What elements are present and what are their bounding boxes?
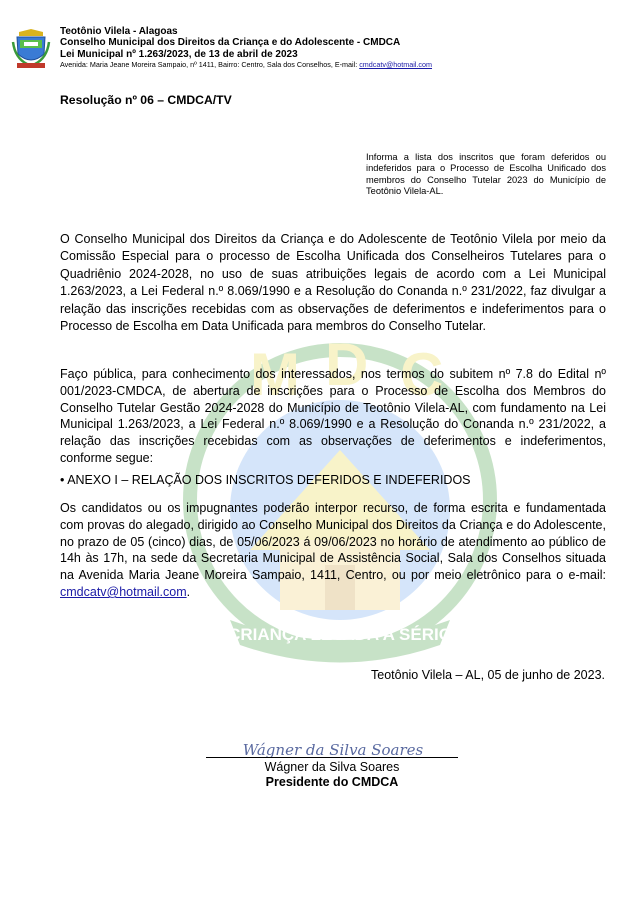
- annex-bullet: •: [60, 473, 65, 487]
- paragraph-1: O Conselho Municipal dos Direitos da Criança e do Adolescente de Teotônio Vilela por meio da Comissão Especial para o processo de Escolha Unificada dos Conselheiros Tutelares para o Quadriênio 2024-2028, no uso de suas atribuições legais de acordo com a Lei Municipal 1.263/2023, a Lei Federal n.º 8.069/1990 e a Resolução do Conanda n.º 231/2022, faz divulgar a relação das inscrições recebidas com as observações de deferimentos e indeferimentos para o Processo de Escolha em Data Unificada para membros do Conselho Tutelar.: [60, 232, 606, 334]
- paragraph-3: [60, 500, 606, 601]
- signatory-role: Presidente do CMDCA: [265, 775, 399, 789]
- annex-item: [60, 473, 471, 487]
- letterhead-city: Teotônio Vilela - Alagoas: [60, 26, 178, 37]
- handwritten-signature: [238, 735, 428, 763]
- signature-line: [206, 757, 458, 758]
- place-date: Teotônio Vilela – AL, 05 de junho de 2023.: [371, 668, 605, 682]
- paragraph-3-email-link[interactable]: cmdcatv@hotmail.com: [60, 584, 187, 599]
- signature-script: Wágner da Silva Soares: [242, 741, 424, 759]
- letterhead-address-text: Avenida: Maria Jeane Moreira Sampaio, nº 1411, Bairro: Centro, Sala dos Conselhos, E-mail:: [60, 59, 360, 69]
- municipal-crest-icon: [11, 28, 51, 70]
- resolution-summary: Informa a lista dos inscritos que foram deferidos ou indeferidos para o Processo de Escolha Unificado dos membros do Conselho Tutelar 2023 do Município de Teotônio Vilela-AL.: [366, 152, 606, 196]
- letterhead-address: [60, 60, 620, 70]
- letterhead-law: Lei Municipal nº 1.263/2023, de 13 de abril de 2023: [60, 48, 298, 60]
- paragraph-3-end: .: [186, 584, 191, 599]
- letterhead-email-link[interactable]: cmdcatv@hotmail.com: [359, 59, 433, 69]
- resolution-title: Resolução nº 06 – CMDCA/TV: [60, 93, 232, 107]
- paragraph-2: Faço pública, para conhecimento dos interessados, nos termos do subitem nº 7.8 do Edital nº 001/2023-CMDCA, de abertura de inscrições para o Processo de Escolha dos Membros do Conselho Tutelar Gestão 2024-2028 do Município de Teotônio Vilela-AL, com fundamento na Lei Municipal 1.263/2023, a Lei Federal n.º 8.069/1990 e a Resolução do Conanda n.º 231/2022, a relação das inscrições recebidas com as observações de deferimentos e indeferimentos, conforme segue:: [60, 367, 606, 465]
- annex-label: ANEXO I – RELAÇÃO DOS INSCRITOS DEFERIDOS E INDEFERIDOS: [67, 473, 471, 487]
- watermark-letter-m: M: [250, 341, 300, 408]
- watermark-letter-c: C: [400, 341, 444, 408]
- watermark-banner: CRIANÇA LEVADA A SÉRIO: [228, 625, 452, 644]
- paragraph-3-text: Os candidatos ou os impugnantes poderão interpor recurso, de forma escrita e fundamentada com provas do alegado, dirigido ao Conselho Municipal dos Direitos da Criança e do Adolescente, no prazo de 05 (cinco) dias, de 05/06/2023 á 09/06/2023 no horário de atendimento ao público de 14h às 17h, na sede da Secretaria Municipal de Assistência Social, Sala dos Conselhos situada na Avenida Maria Jeane Moreira Sampaio, 1411, Centro, ou por meio eletrônico para o e-mail:: [60, 501, 606, 583]
- letterhead-council: Conselho Municipal dos Direitos da Criança e do Adolescente - CMDCA: [60, 37, 401, 49]
- letterhead: [60, 26, 620, 70]
- signatory-name: Wágner da Silva Soares: [264, 760, 400, 774]
- watermark-letter-d: D: [325, 331, 369, 398]
